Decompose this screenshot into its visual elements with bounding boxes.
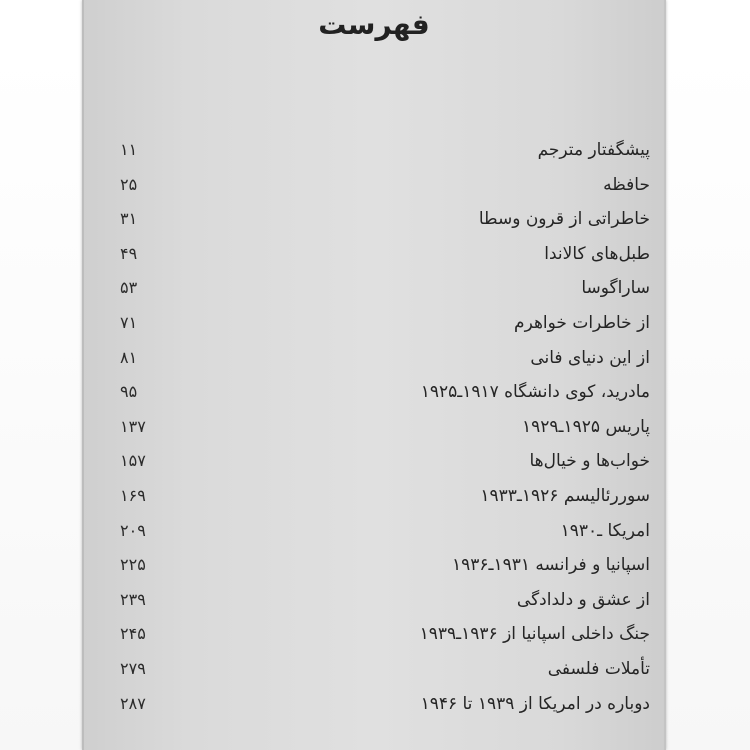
toc-row bbox=[120, 308, 650, 343]
toc-row bbox=[120, 343, 650, 378]
toc-entry-title: امریکا ـ۱۹۳۰ bbox=[560, 520, 650, 541]
toc-row bbox=[120, 273, 650, 308]
toc-entry-title: حافظه bbox=[603, 174, 650, 195]
toc-entry-page-number: ۱۱ bbox=[120, 140, 138, 159]
toc-entry-page-number: ۷۱ bbox=[120, 312, 138, 332]
toc-entry-title: دوباره در امریکا از ۱۹۳۹ تا ۱۹۴۶ bbox=[420, 693, 650, 714]
toc-entry-title: طبل‌های کالاندا bbox=[544, 243, 650, 264]
toc-entry-title: خاطراتی از قرون وسطا bbox=[478, 209, 650, 230]
toc-entry-title: از عشق و دلدادگی bbox=[516, 589, 650, 610]
toc-entry-page-number: ۸۱ bbox=[120, 347, 138, 367]
toc-entry-title: از خاطرات خواهرم bbox=[514, 312, 650, 333]
toc-row bbox=[120, 550, 650, 585]
toc-entry-title: ساراگوسا bbox=[581, 278, 650, 299]
toc-row bbox=[120, 689, 650, 724]
toc-entry-title: اسپانیا و فرانسه ۱۹۳۱ـ۱۹۳۶ bbox=[451, 555, 650, 576]
toc-entry-title: پاریس ۱۹۲۵ـ۱۹۲۹ bbox=[522, 416, 650, 437]
toc-row bbox=[120, 585, 650, 620]
toc-entry-page-number: ۴۹ bbox=[120, 243, 138, 263]
toc-entry-page-number: ۲۳۹ bbox=[120, 589, 146, 609]
toc-entry-page-number: ۲۲۵ bbox=[120, 555, 146, 575]
toc-row bbox=[120, 170, 650, 205]
toc-entry-page-number: ۲۸۷ bbox=[120, 693, 146, 713]
toc-entry-title: از این دنیای فانی bbox=[530, 347, 650, 368]
toc-row bbox=[120, 204, 650, 239]
toc-entry-page-number: ۱۵۷ bbox=[120, 451, 146, 471]
toc-row bbox=[120, 481, 650, 516]
toc-entry-page-number: ۱۳۷ bbox=[120, 416, 146, 436]
page-edge-right bbox=[664, 0, 666, 750]
toc-entry-title: تأملات فلسفی bbox=[547, 658, 650, 679]
toc-row bbox=[120, 239, 650, 274]
toc-row bbox=[120, 412, 650, 447]
toc-entry-title: مادرید، کوی دانشگاه ۱۹۱۷ـ۱۹۲۵ bbox=[420, 382, 650, 403]
toc-entry-page-number: ۲۷۹ bbox=[120, 658, 146, 678]
toc-entry-title: سوررئالیسم ۱۹۲۶ـ۱۹۳۳ bbox=[480, 485, 650, 506]
toc-row bbox=[120, 654, 650, 689]
table-of-contents bbox=[120, 135, 650, 723]
toc-row bbox=[120, 516, 650, 551]
toc-entry-page-number: ۵۳ bbox=[120, 278, 138, 298]
toc-title: فهرست bbox=[318, 8, 430, 41]
toc-entry-page-number: ۲۴۵ bbox=[120, 624, 146, 644]
toc-row bbox=[120, 377, 650, 412]
toc-entry-title: پیشگفتار مترجم bbox=[537, 140, 650, 160]
toc-row bbox=[120, 619, 650, 654]
toc-entry-page-number: ۲۰۹ bbox=[120, 520, 146, 540]
toc-entry-page-number: ۲۵ bbox=[120, 174, 138, 194]
toc-entry-page-number: ۱۶۹ bbox=[120, 485, 146, 505]
toc-entry-page-number: ۹۵ bbox=[120, 382, 138, 402]
toc-entry-page-number: ۳۱ bbox=[120, 209, 138, 229]
toc-row bbox=[120, 446, 650, 481]
toc-entry-title: خواب‌ها و خیال‌ها bbox=[529, 451, 650, 472]
page-edge-left bbox=[82, 0, 84, 750]
toc-entry-title: جنگ داخلی اسپانیا از ۱۹۳۶ـ۱۹۳۹ bbox=[419, 624, 650, 645]
toc-row bbox=[120, 135, 650, 170]
